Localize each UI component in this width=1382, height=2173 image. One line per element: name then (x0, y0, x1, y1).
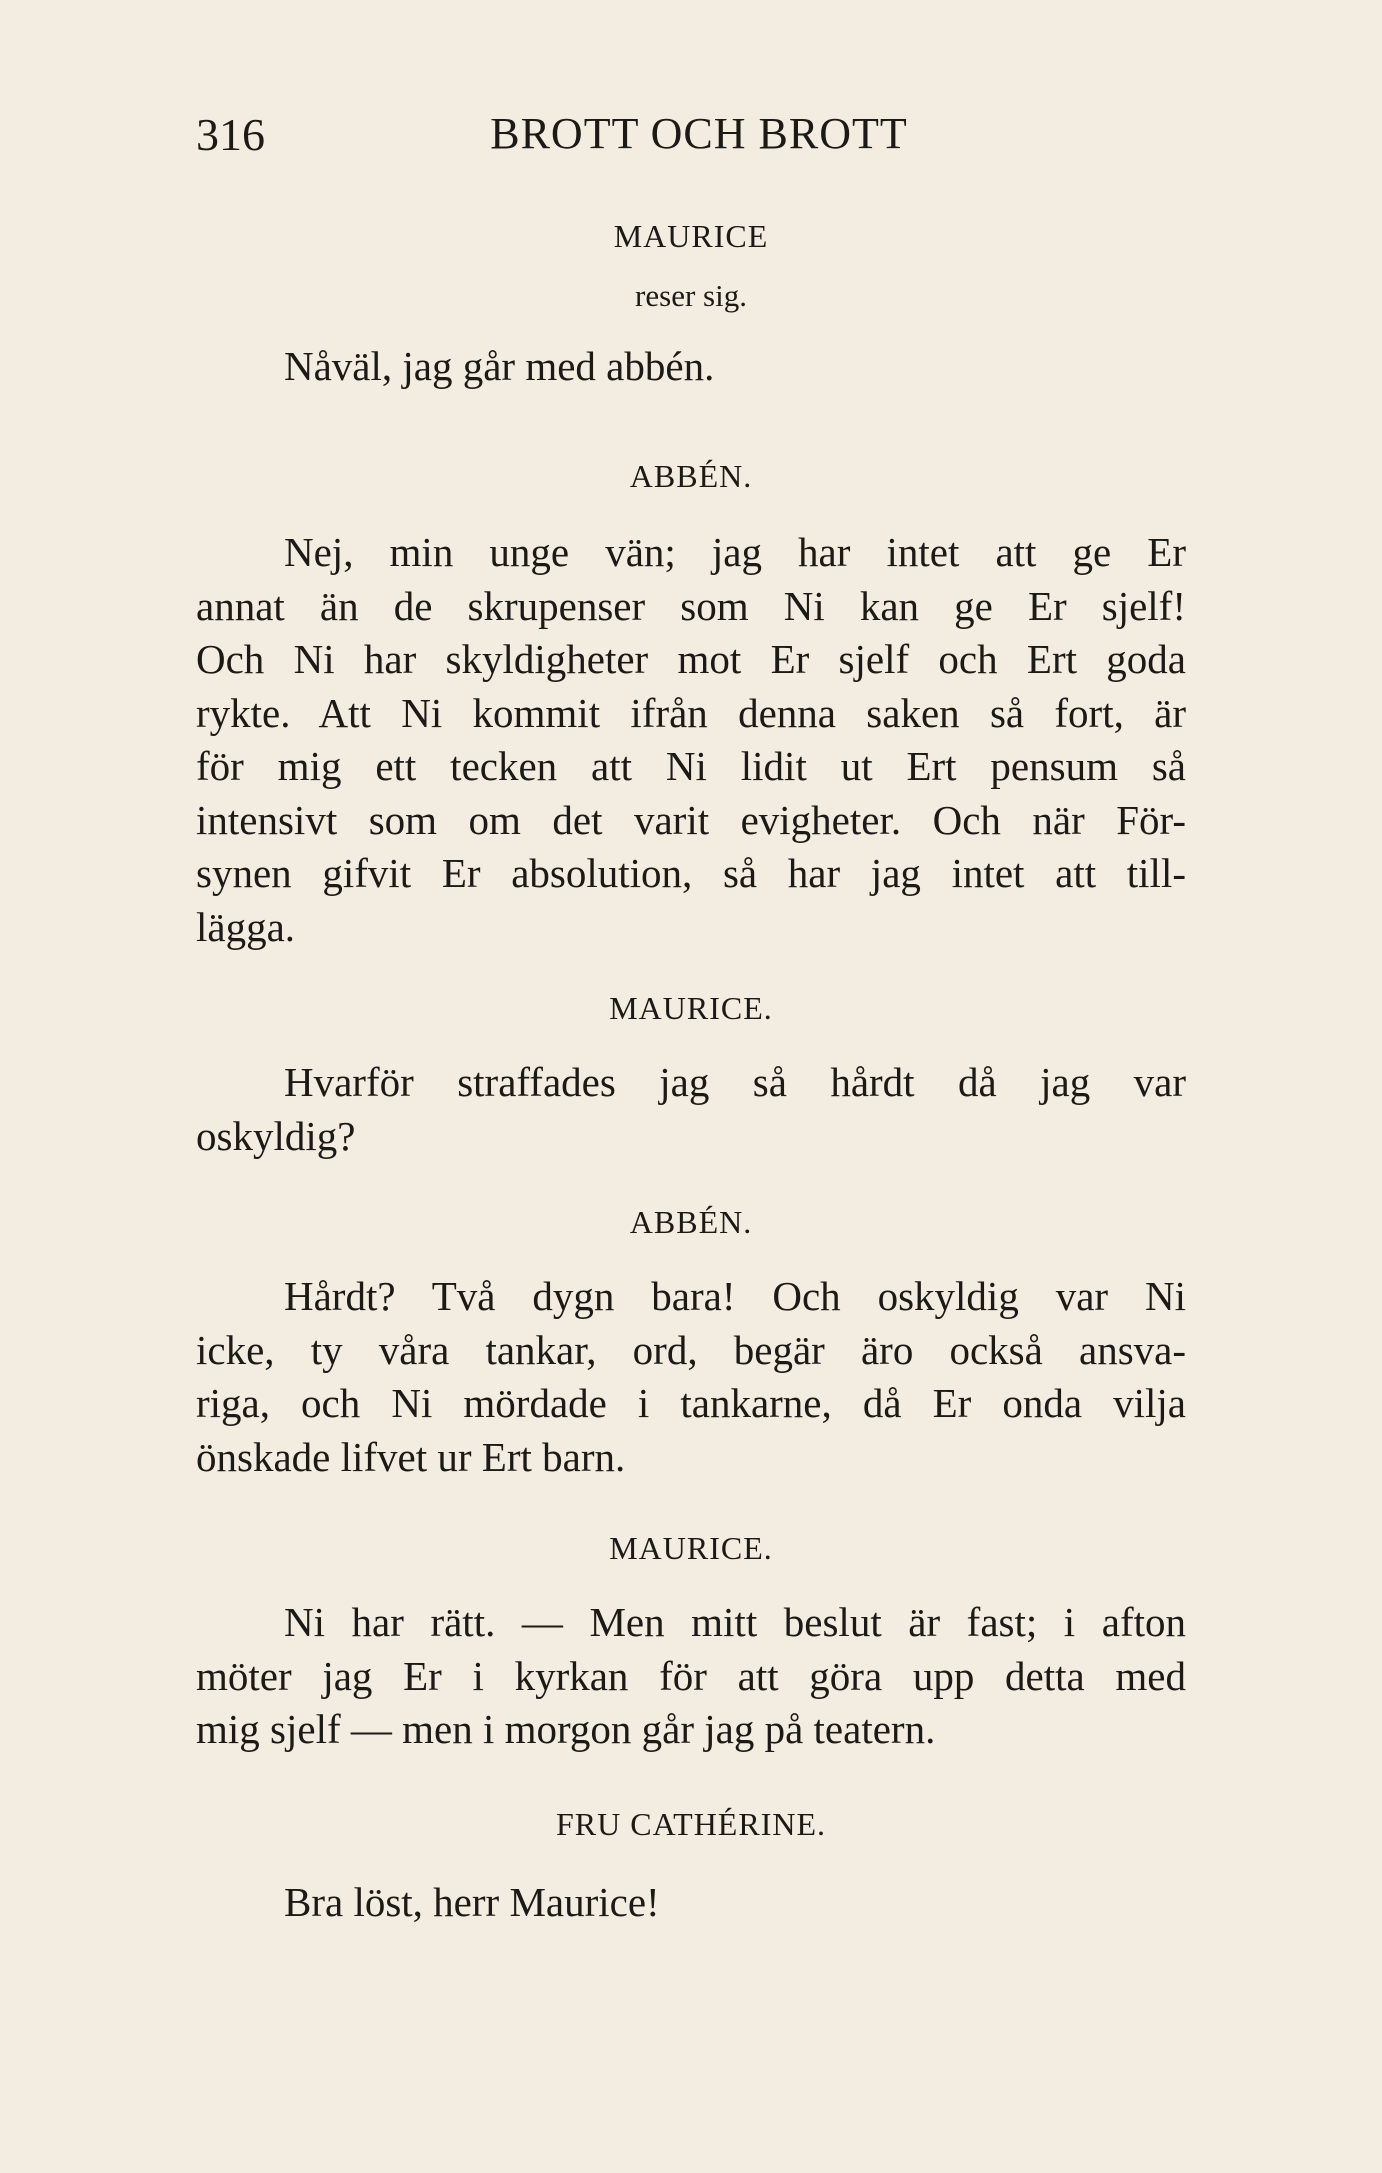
speech (196, 1876, 1186, 1930)
speaker-name: FRU CATHÉRINE. (555, 1806, 826, 1842)
speech-line: Bra löst, herr Maurice! (284, 1879, 660, 1925)
speech-line: rykte. Att Ni kommit ifrån denna saken så fort, är (196, 689, 1186, 736)
page-number: 316 (196, 109, 265, 160)
running-title: BROTT OCH BROTT (490, 109, 908, 158)
speech (196, 526, 1186, 954)
speech (196, 340, 1186, 394)
stage-direction: reser sig. (635, 278, 747, 313)
speech-line: möter jag Er i kyrkan för att göra upp detta med (196, 1652, 1186, 1699)
speech-line: Hårdt? Två dygn bara! Och oskyldig var Ni (284, 1273, 1186, 1319)
speech-line: Ni har rätt. — Men mitt beslut är fast; i afton (284, 1599, 1186, 1645)
speech-line: oskyldig? (196, 1112, 356, 1159)
speech (196, 1596, 1186, 1757)
speech-line: Hvarför straffades jag så hårdt då jag var (284, 1059, 1186, 1105)
speaker-name: ABBÉN. (629, 1204, 753, 1240)
speech-line: Och Ni har skyldigheter mot Er sjelf och Ert goda (196, 636, 1186, 682)
speech (196, 1056, 1186, 1163)
speech-line: Nåväl, jag går med abbén. (284, 343, 715, 389)
speaker-name: MAURICE. (609, 990, 773, 1026)
speech-line: lägga. (196, 903, 296, 950)
speech-line: Nej, min unge vän; jag har intet att ge Er (284, 529, 1186, 575)
speech-line: önskade lifvet ur Ert barn. (196, 1433, 626, 1480)
speech (196, 1270, 1186, 1484)
running-head (196, 108, 1186, 168)
speech-line: icke, ty våra tankar, ord, begär äro också ansva- (196, 1326, 1186, 1373)
speech-line: riga, och Ni mördade i tankarne, då Er onda vilja (196, 1380, 1186, 1426)
speech-line: synen gifvit Er absolution, så har jag intet att till- (196, 850, 1186, 896)
speaker-name: ABBÉN. (629, 458, 753, 494)
speaker-name: MAURICE (613, 218, 769, 254)
speaker-name: MAURICE. (609, 1530, 773, 1566)
speech-line: för mig ett tecken att Ni lidit ut Ert pensum så (196, 743, 1186, 789)
speech-line: annat än de skrupenser som Ni kan ge Er sjelf! (196, 582, 1186, 629)
speech-line: mig sjelf — men i morgon går jag på teatern. (196, 1706, 936, 1752)
speech-line: intensivt som om det varit evigheter. Och när För- (196, 796, 1186, 843)
